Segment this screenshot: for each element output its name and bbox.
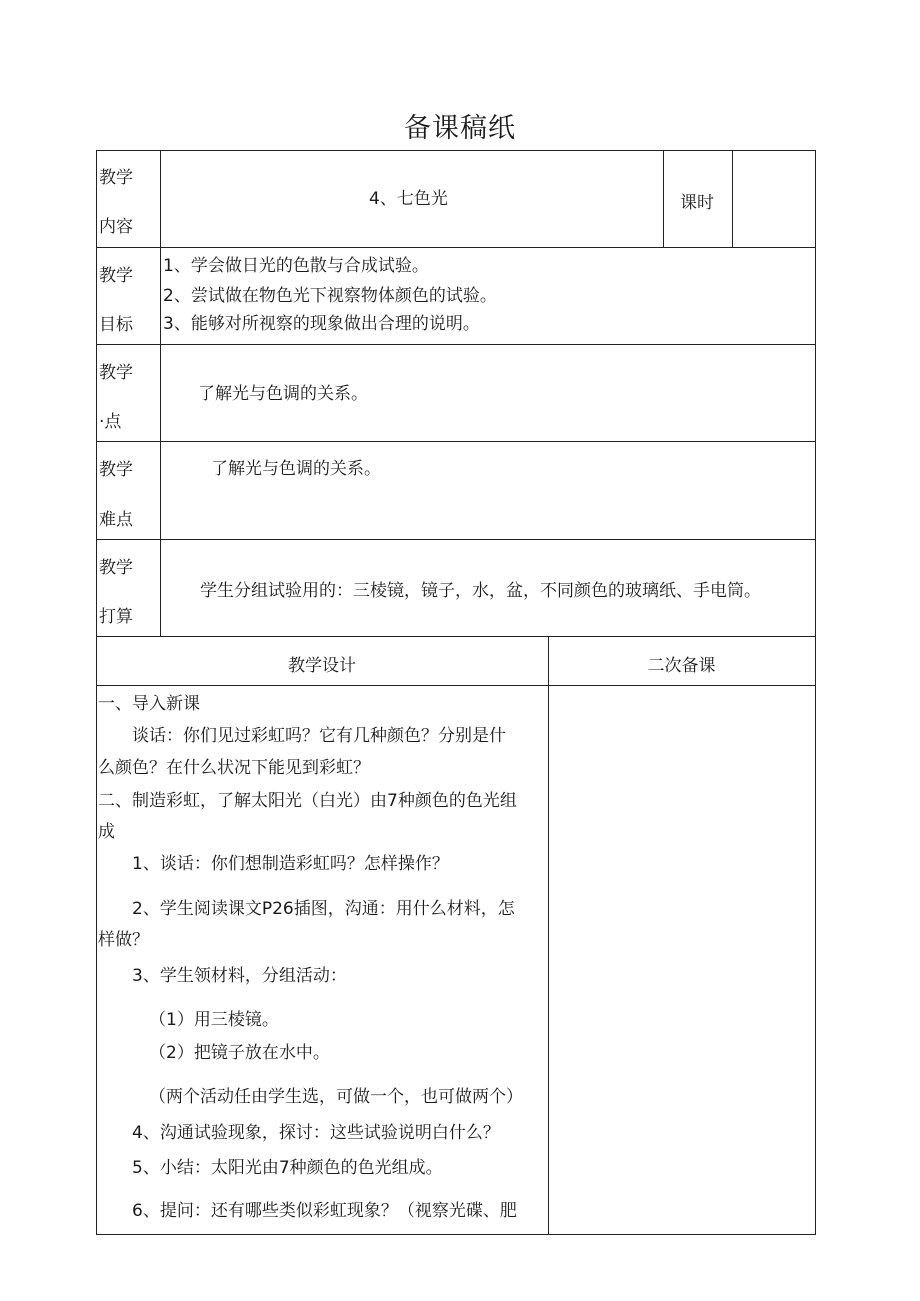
design-column-divider <box>548 636 549 1235</box>
row-divider <box>96 685 816 686</box>
page-title: 备课稿纸 <box>404 113 516 144</box>
row-divider <box>96 539 816 540</box>
design-header: 教学设计 <box>288 656 356 676</box>
goals-label-top: 教学 <box>99 266 133 286</box>
difficulty-label-bottom: 难点 <box>99 510 133 530</box>
design-line: 3、学生领材料，分组活动： <box>132 966 347 986</box>
content-label-bottom: 内容 <box>99 217 133 237</box>
design-line: 4、沟通试验现象，探讨：这些试验说明白什么？ <box>132 1123 500 1143</box>
row-divider <box>96 247 816 248</box>
key-label-top: 教学 <box>99 363 133 383</box>
label-column-divider <box>160 150 161 637</box>
revision-header: 二次备课 <box>647 656 716 676</box>
period-divider-left <box>663 150 664 248</box>
design-line: （1）用三棱镜。 <box>149 1010 279 1030</box>
difficulty-text: 了解光与色调的关系。 <box>211 459 381 479</box>
goal-item: 1、学会做日光的色散与合成试验。 <box>163 256 429 276</box>
goals-label-bottom: 目标 <box>99 315 133 335</box>
key-point-text: 了解光与色调的关系。 <box>198 384 368 404</box>
design-line: 谈话：你们见过彩虹吗？它有几种颜色？分别是什 <box>132 726 506 746</box>
design-line: 5、小结：太阳光由7种颜色的色光组成。 <box>132 1158 443 1178</box>
design-line: 么颜色？在什么状况下能见到彩虹？ <box>98 758 370 778</box>
design-line: （2）把镜子放在水中。 <box>149 1043 330 1063</box>
table-border-top <box>96 150 816 151</box>
row-divider <box>96 344 816 345</box>
difficulty-label-top: 教学 <box>99 460 133 480</box>
table-border-right <box>815 150 816 1235</box>
design-line: 样做？ <box>98 930 149 950</box>
goal-item: 3、能够对所视察的现象做出合理的说明。 <box>163 314 480 334</box>
design-line: 成 <box>98 822 115 842</box>
design-line: 2、学生阅读课文P26插图，沟通：用什么材料，怎 <box>132 899 515 919</box>
table-border-bottom <box>96 1234 816 1235</box>
row-divider <box>96 636 816 637</box>
content-label-top: 教学 <box>99 168 133 188</box>
table-border-left <box>96 150 97 1235</box>
row-divider <box>96 441 816 442</box>
goal-item: 2、尝试做在物色光下视察物体颜色的试验。 <box>163 286 497 306</box>
period-divider-right <box>732 150 733 248</box>
period-label: 课时 <box>680 193 714 213</box>
design-line: 二、制造彩虹，了解太阳光（白光）由7种颜色的色光组 <box>98 791 517 811</box>
lesson-title: 4、七色光 <box>369 189 448 209</box>
prep-label-bottom: 打算 <box>99 607 133 627</box>
prep-text: 学生分组试验用的：三棱镜，镜子，水，盆，不同颜色的玻璃纸、手电筒。 <box>200 581 761 601</box>
key-label-bottom: ·点 <box>99 412 122 432</box>
design-line: 6、提问：还有哪些类似彩虹现象？（视察光碟、肥 <box>132 1201 517 1221</box>
design-line: 一、导入新课 <box>98 694 200 714</box>
prep-label-top: 教学 <box>99 558 133 578</box>
design-line: （两个活动任由学生选，可做一个，也可做两个） <box>149 1087 523 1107</box>
design-line: 1、谈话：你们想制造彩虹吗？怎样操作？ <box>132 854 449 874</box>
